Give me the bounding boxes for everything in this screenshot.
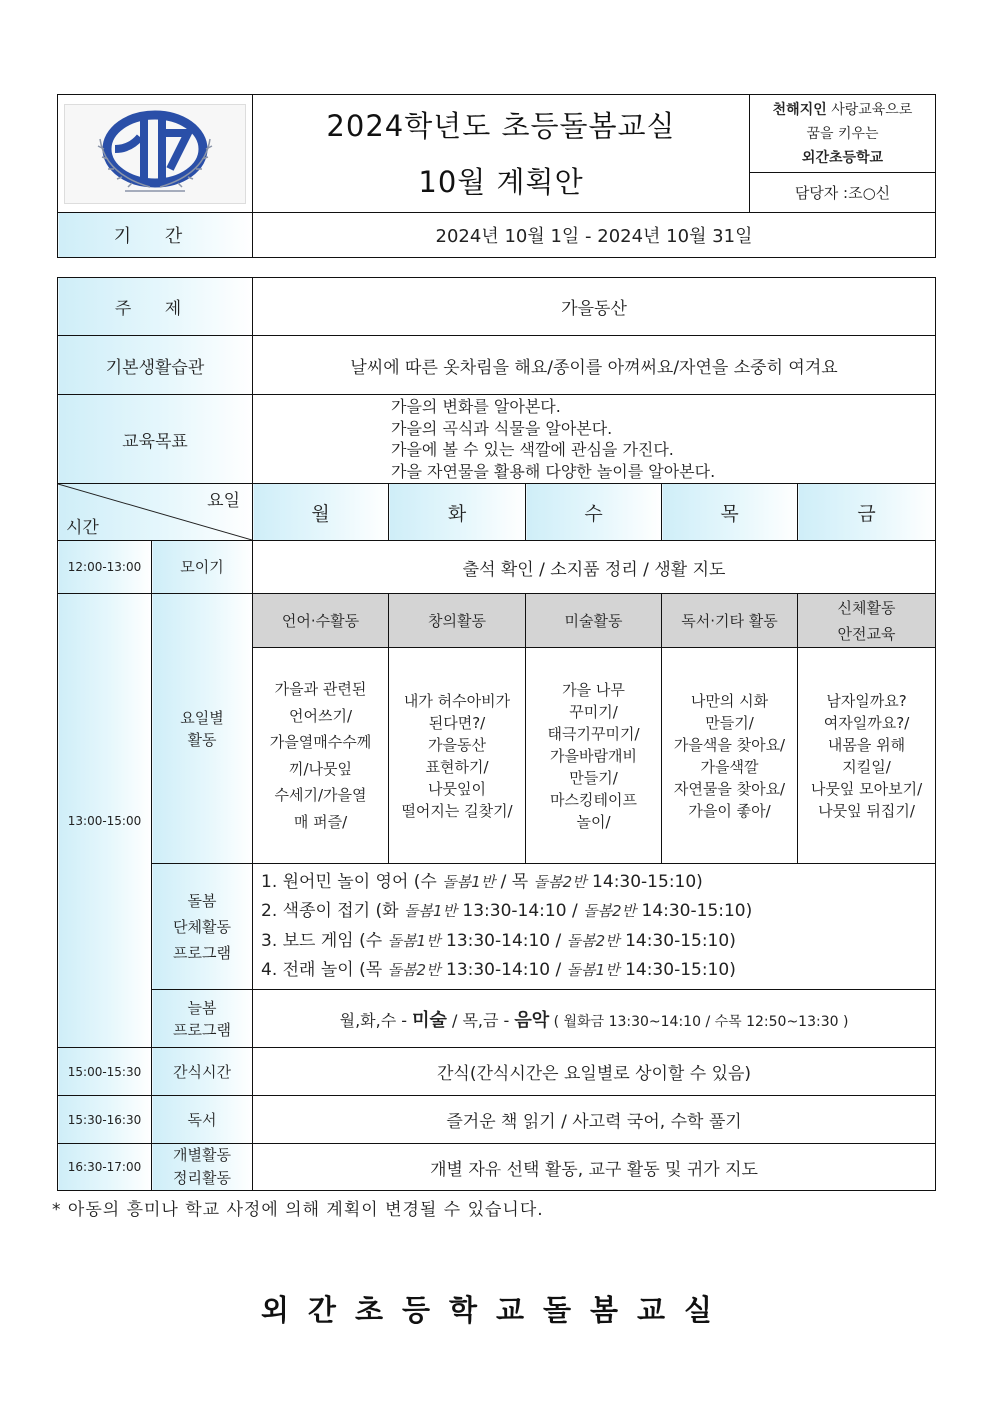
activity-line: 꾸미기/ [569,702,618,721]
activity-line: 나뭇잎이 [428,779,486,798]
category-line: 신체활동 [837,598,896,617]
motto-bold: 천해지인 [772,101,827,118]
logo-cell [58,95,253,213]
corner-time-label: 시간 [66,518,99,538]
activity-line: 가을색깔 [700,757,759,776]
goal-item: 가을의 곡식과 식물을 알아본다. [391,418,613,438]
day-wed: 수 [526,484,662,541]
motto-text: 사랑교육으로 [826,101,913,118]
activity-line: 내가 허수아비가 [403,691,511,710]
neulbom-content [253,990,936,1048]
school-logo [64,104,246,204]
activity-line: 표현하기/ [425,757,489,776]
activity-tue [389,648,526,864]
daily-activity-label [152,594,253,864]
group-program-item [261,927,935,957]
motto-line-2: 꿈을 키우는 [806,125,879,142]
habit-label: 기본생활습관 [58,336,253,395]
program-class: 돌봄2반 [566,931,620,950]
main-time: 13:00-15:00 [58,594,152,1048]
activity-line: 매 퍼즐/ [293,812,348,831]
plan-table [57,277,936,1191]
document-title [253,95,750,213]
group-program-list [253,864,936,990]
goal-item: 가을 자연물을 활용해 다양한 놀이를 알아본다. [391,461,716,481]
neulbom-days: / 목,금 - [446,1010,515,1030]
reading-time: 15:30-16:30 [58,1096,152,1144]
reading-content: 즐거운 책 읽기 / 사고력 국어, 수학 풀기 [253,1096,936,1144]
activity-line: 지킬일/ [842,757,891,776]
group-label-line: 프로그램 [173,943,231,962]
reading-label: 독서 [152,1096,253,1144]
individual-label [152,1144,253,1191]
individual-content: 개별 자유 선택 활동, 교구 활동 및 귀가 지도 [253,1144,936,1191]
activity-line: 마스킹테이프 [550,790,637,809]
neulbom-label-line: 늘봄 [187,998,217,1017]
day-tue: 화 [389,484,526,541]
neulbom-times: ( 월화금 13:30~14:10 / 수목 12:50~13:30 ) [549,1013,849,1030]
daily-label-line: 요일별 [180,708,224,727]
neulbom-days: 월,화,수 - [339,1010,413,1030]
program-time: 13:30-14:10 / [440,960,567,980]
category-art: 미술활동 [526,594,662,648]
activity-line: 태극기꾸미기/ [547,724,640,743]
program-class: 돌봄1반 [387,931,441,950]
program-title: 4. 전래 놀이 (목 [261,960,388,980]
group-program-label [152,864,253,990]
activity-line: 내몸을 위해 [827,735,906,754]
title-line-1: 2024학년도 초등돌봄교실 [326,108,676,143]
program-class: 돌봄2반 [533,872,587,891]
footnote: * 아동의 흥미나 학교 사정에 의해 계획이 변경될 수 있습니다. [52,1200,544,1220]
activity-line: 나뭇잎 모아보기/ [810,779,923,798]
activity-line: 떨어지는 길찾기/ [401,801,513,820]
program-class: 돌봄2반 [583,902,637,920]
day-fri: 금 [798,484,936,541]
goal-item: 가을에 볼 수 있는 색깔에 관심을 가진다. [391,440,674,459]
goal-label: 교육목표 [58,395,253,484]
neulbom-subject: 음악 [514,1009,550,1031]
group-program-item [261,897,935,927]
corner-header [58,484,253,541]
program-time: 14:30-15:10) [586,871,703,892]
activity-line: 여자일까요?/ [823,713,910,732]
activity-line: 나만의 시화 [690,691,769,710]
activity-line: 가을이 좋아/ [688,801,771,820]
program-title: 1. 원어민 놀이 영어 (수 [261,871,443,892]
activity-line: 된다면?/ [428,713,486,732]
goal-list [253,395,936,484]
activity-line: 수세기/가을열 [274,786,367,804]
category-creative: 창의활동 [389,594,526,648]
goal-item: 가을의 변화를 알아본다. [391,397,561,416]
activity-fri [798,648,936,864]
title-line-2: 10월 계획안 [418,164,584,199]
gather-content: 출석 확인 / 소지품 정리 / 생활 지도 [253,541,936,594]
group-program-item [261,868,935,898]
activity-line: 언어쓰기/ [288,706,352,725]
neulbom-subject: 미술 [412,1009,447,1031]
individual-label-line: 개별활동 [173,1146,231,1164]
neulbom-label-line: 프로그램 [173,1020,231,1039]
activity-mon [253,648,389,864]
neulbom-label [152,990,253,1048]
motto-cell [750,95,936,173]
category-line: 안전교육 [837,624,896,643]
snack-content: 간식(간식시간은 요일별로 상이할 수 있음) [253,1048,936,1096]
program-time: 14:30-15:10) [619,930,736,951]
category-language: 언어·수활동 [253,594,389,648]
activity-wed [526,648,662,864]
activity-line: 만들기/ [705,713,754,732]
category-reading: 독서·기타 활동 [662,594,798,648]
program-title: 3. 보드 게임 (수 [261,930,388,951]
activity-line: 가을색을 찾아요/ [673,735,786,754]
program-time: 13:30-14:10 / [457,901,584,921]
program-class: 돌봄1반 [404,902,458,920]
activity-line: 가을 나무 [562,680,625,699]
activity-line: 끼/나뭇잎 [288,759,352,778]
program-class: 돌봄2반 [387,961,441,979]
activity-thu [662,648,798,864]
activity-line: 자연물을 찾아요/ [673,779,786,798]
corner-day-label: 요일 [207,491,240,511]
program-time: / 목 [495,871,534,892]
group-program-item [261,956,935,986]
program-title: 2. 색종이 접기 (화 [261,901,404,921]
daily-label-line: 활동 [187,730,217,749]
activity-line: 나뭇잎 뒤집기/ [818,801,915,820]
individual-label-line: 정리활동 [173,1169,231,1187]
activity-line: 가을열매수수께 [269,733,372,751]
gather-time: 12:00-13:00 [58,541,152,594]
manager: 담당자 :조○신 [750,173,936,213]
school-logo-icon [70,109,240,199]
period-value: 2024년 10월 1일 - 2024년 10월 31일 [253,213,936,258]
program-time: 14:30-15:10) [636,901,753,921]
header-table [57,94,936,258]
group-label-line: 돌봄 [187,891,217,910]
snack-label: 간식시간 [152,1048,253,1096]
activity-line: 남자일까요? [826,691,907,710]
group-label-line: 단체활동 [173,917,231,936]
snack-time: 15:00-15:30 [58,1048,152,1096]
gather-label: 모이기 [152,541,253,594]
activity-line: 놀이/ [576,812,611,831]
individual-time: 16:30-17:00 [58,1144,152,1191]
signature: 외간초등학교돌봄교실 [260,1293,732,1327]
activity-line: 만들기/ [569,768,618,787]
program-class: 돌봄1반 [442,872,496,891]
activity-line: 가을바람개비 [550,746,637,765]
day-mon: 월 [253,484,389,541]
activity-line: 가을동산 [428,735,486,754]
day-thu: 목 [662,484,798,541]
theme-label: 주 제 [58,278,253,336]
activity-line: 가을과 관련된 [274,680,367,698]
program-time: 14:30-15:10) [619,960,736,980]
motto-school: 외간초등학교 [801,149,884,166]
program-class: 돌봄1반 [566,961,620,979]
period-label: 기 간 [58,213,253,258]
habit-value: 날씨에 따른 옷차림을 해요/종이를 아껴써요/자연을 소중히 여겨요 [253,336,936,395]
program-time: 13:30-14:10 / [440,930,567,951]
theme-value: 가을동산 [253,278,936,336]
category-physical [798,594,936,648]
